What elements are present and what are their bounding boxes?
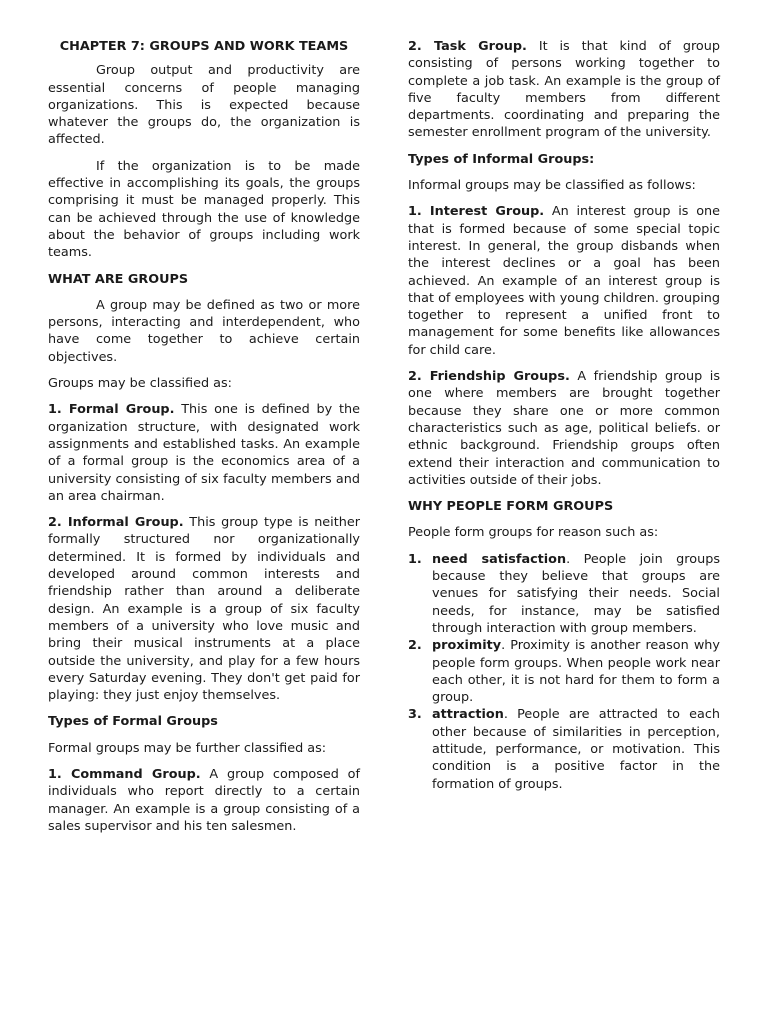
reasons-list [408, 551, 720, 793]
list-item [408, 551, 720, 637]
task-group-label: 2. Task Group. [408, 39, 527, 54]
interest-group-paragraph [408, 203, 720, 359]
classified-as-text: Groups may be classified as: [48, 376, 232, 392]
informal-group-label: 2. Informal Group. [48, 515, 184, 531]
list-item [408, 706, 720, 792]
list-item-number: 2. [408, 638, 422, 654]
chapter-title: CHAPTER 7: GROUPS AND WORK TEAMS [59, 39, 349, 54]
types-formal-intro: Formal groups may be further classified as: [48, 740, 327, 756]
list-item-text: . People are attracted to each other because of similarities in perception, attitude, performance, or motivation. This condition is a positive factor in the formation of groups. [432, 707, 720, 792]
what-are-groups-heading: WHAT ARE GROUPS [48, 271, 189, 287]
group-definition: A group may be defined as two or more persons, interacting and interdependent, who have come together to achieve certain objectives. [48, 297, 360, 365]
intro-paragraph-1: Group output and productivity are essential concerns of people managing organizations. This is expected because whatever the groups do, the organization is affected. [48, 63, 360, 148]
left-column [48, 38, 360, 844]
interest-group-label: 1. Interest Group. [408, 204, 545, 220]
list-item-text: . People join groups because they believe that groups are venues for satisfying their needs. Social needs, for instance, may be satisfied through interaction with group members. [432, 551, 721, 636]
right-column [408, 38, 720, 793]
informal-group-text: This group type is neither formally structured nor organizationally determined. It is formed by individuals and developed around common interests and friendship rather than around a deliberate design. An example is a group of six faculty members of a university who love music and bring their musical instruments at a place outside the university, and play for a few hours every Saturday evening. They don't get paid for playing: they just enjoy themselves. [48, 515, 361, 704]
types-formal-heading: Types of Formal Groups [48, 714, 218, 730]
friendship-group-label: 2. Friendship Groups. [408, 369, 570, 385]
list-item-label: attraction [432, 707, 504, 723]
types-informal-heading: Types of Informal Groups: [408, 151, 595, 167]
friendship-group-paragraph [408, 368, 720, 489]
list-item-label: need satisfaction [432, 551, 567, 567]
list-item [408, 637, 720, 706]
intro-paragraph-2: If the organization is to be made effective in accomplishing its goals, the groups comprising it must be managed properly. This can be achieved through the use of knowledge about the behavior of groups including work teams. [48, 158, 360, 261]
friendship-group-text: A friendship group is one where members are brought together because they share one or more common characteristics such as age, political beliefs. or ethnic background. Friendship groups often extend their interaction and communication to activities outside of their jobs. [408, 369, 720, 488]
interest-group-text: An interest group is one that is formed because of some special topic interest. In general, the group disbands when the interest declines or a goal has been achieved. An example of an interest group is that of employees with young children. grouping together to represent a unified front to management for some benefits like allowances for child care. [408, 204, 721, 358]
list-item-number: 3. [408, 707, 422, 723]
types-informal-intro: Informal groups may be classified as follows: [408, 178, 696, 194]
command-group-text: A group composed of individuals who report directly to a certain manager. An example is a group consisting of a sales supervisor and his ten salesmen. [48, 766, 360, 834]
command-group-paragraph [48, 766, 360, 835]
list-item-label: proximity [432, 638, 502, 654]
formal-group-label: 1. Formal Group. [48, 402, 175, 418]
task-group-text: It is that kind of group consisting of persons working together to complete a job task. An example is the group of five faculty members from different departments. coordinating and preparing the semester enrollment program of the university. [408, 39, 720, 141]
command-group-label: 1. Command Group. [48, 766, 201, 782]
why-people-form-groups-heading: WHY PEOPLE FORM GROUPS [408, 499, 614, 515]
formal-group-text: This one is defined by the organization structure, with designated work assignments and established tasks. An example of a formal group is the economics area of a university consisting of six faculty members and an area chairman. [48, 402, 360, 504]
task-group-paragraph [408, 38, 720, 142]
list-item-number: 1. [408, 551, 422, 567]
why-intro: People form groups for reason such as: [408, 525, 659, 541]
list-item-text: . Proximity is another reason why people form groups. When people work near each other, it is not hard for them to form a group. [432, 638, 720, 706]
informal-group-paragraph [48, 514, 360, 704]
formal-group-paragraph [48, 401, 360, 505]
